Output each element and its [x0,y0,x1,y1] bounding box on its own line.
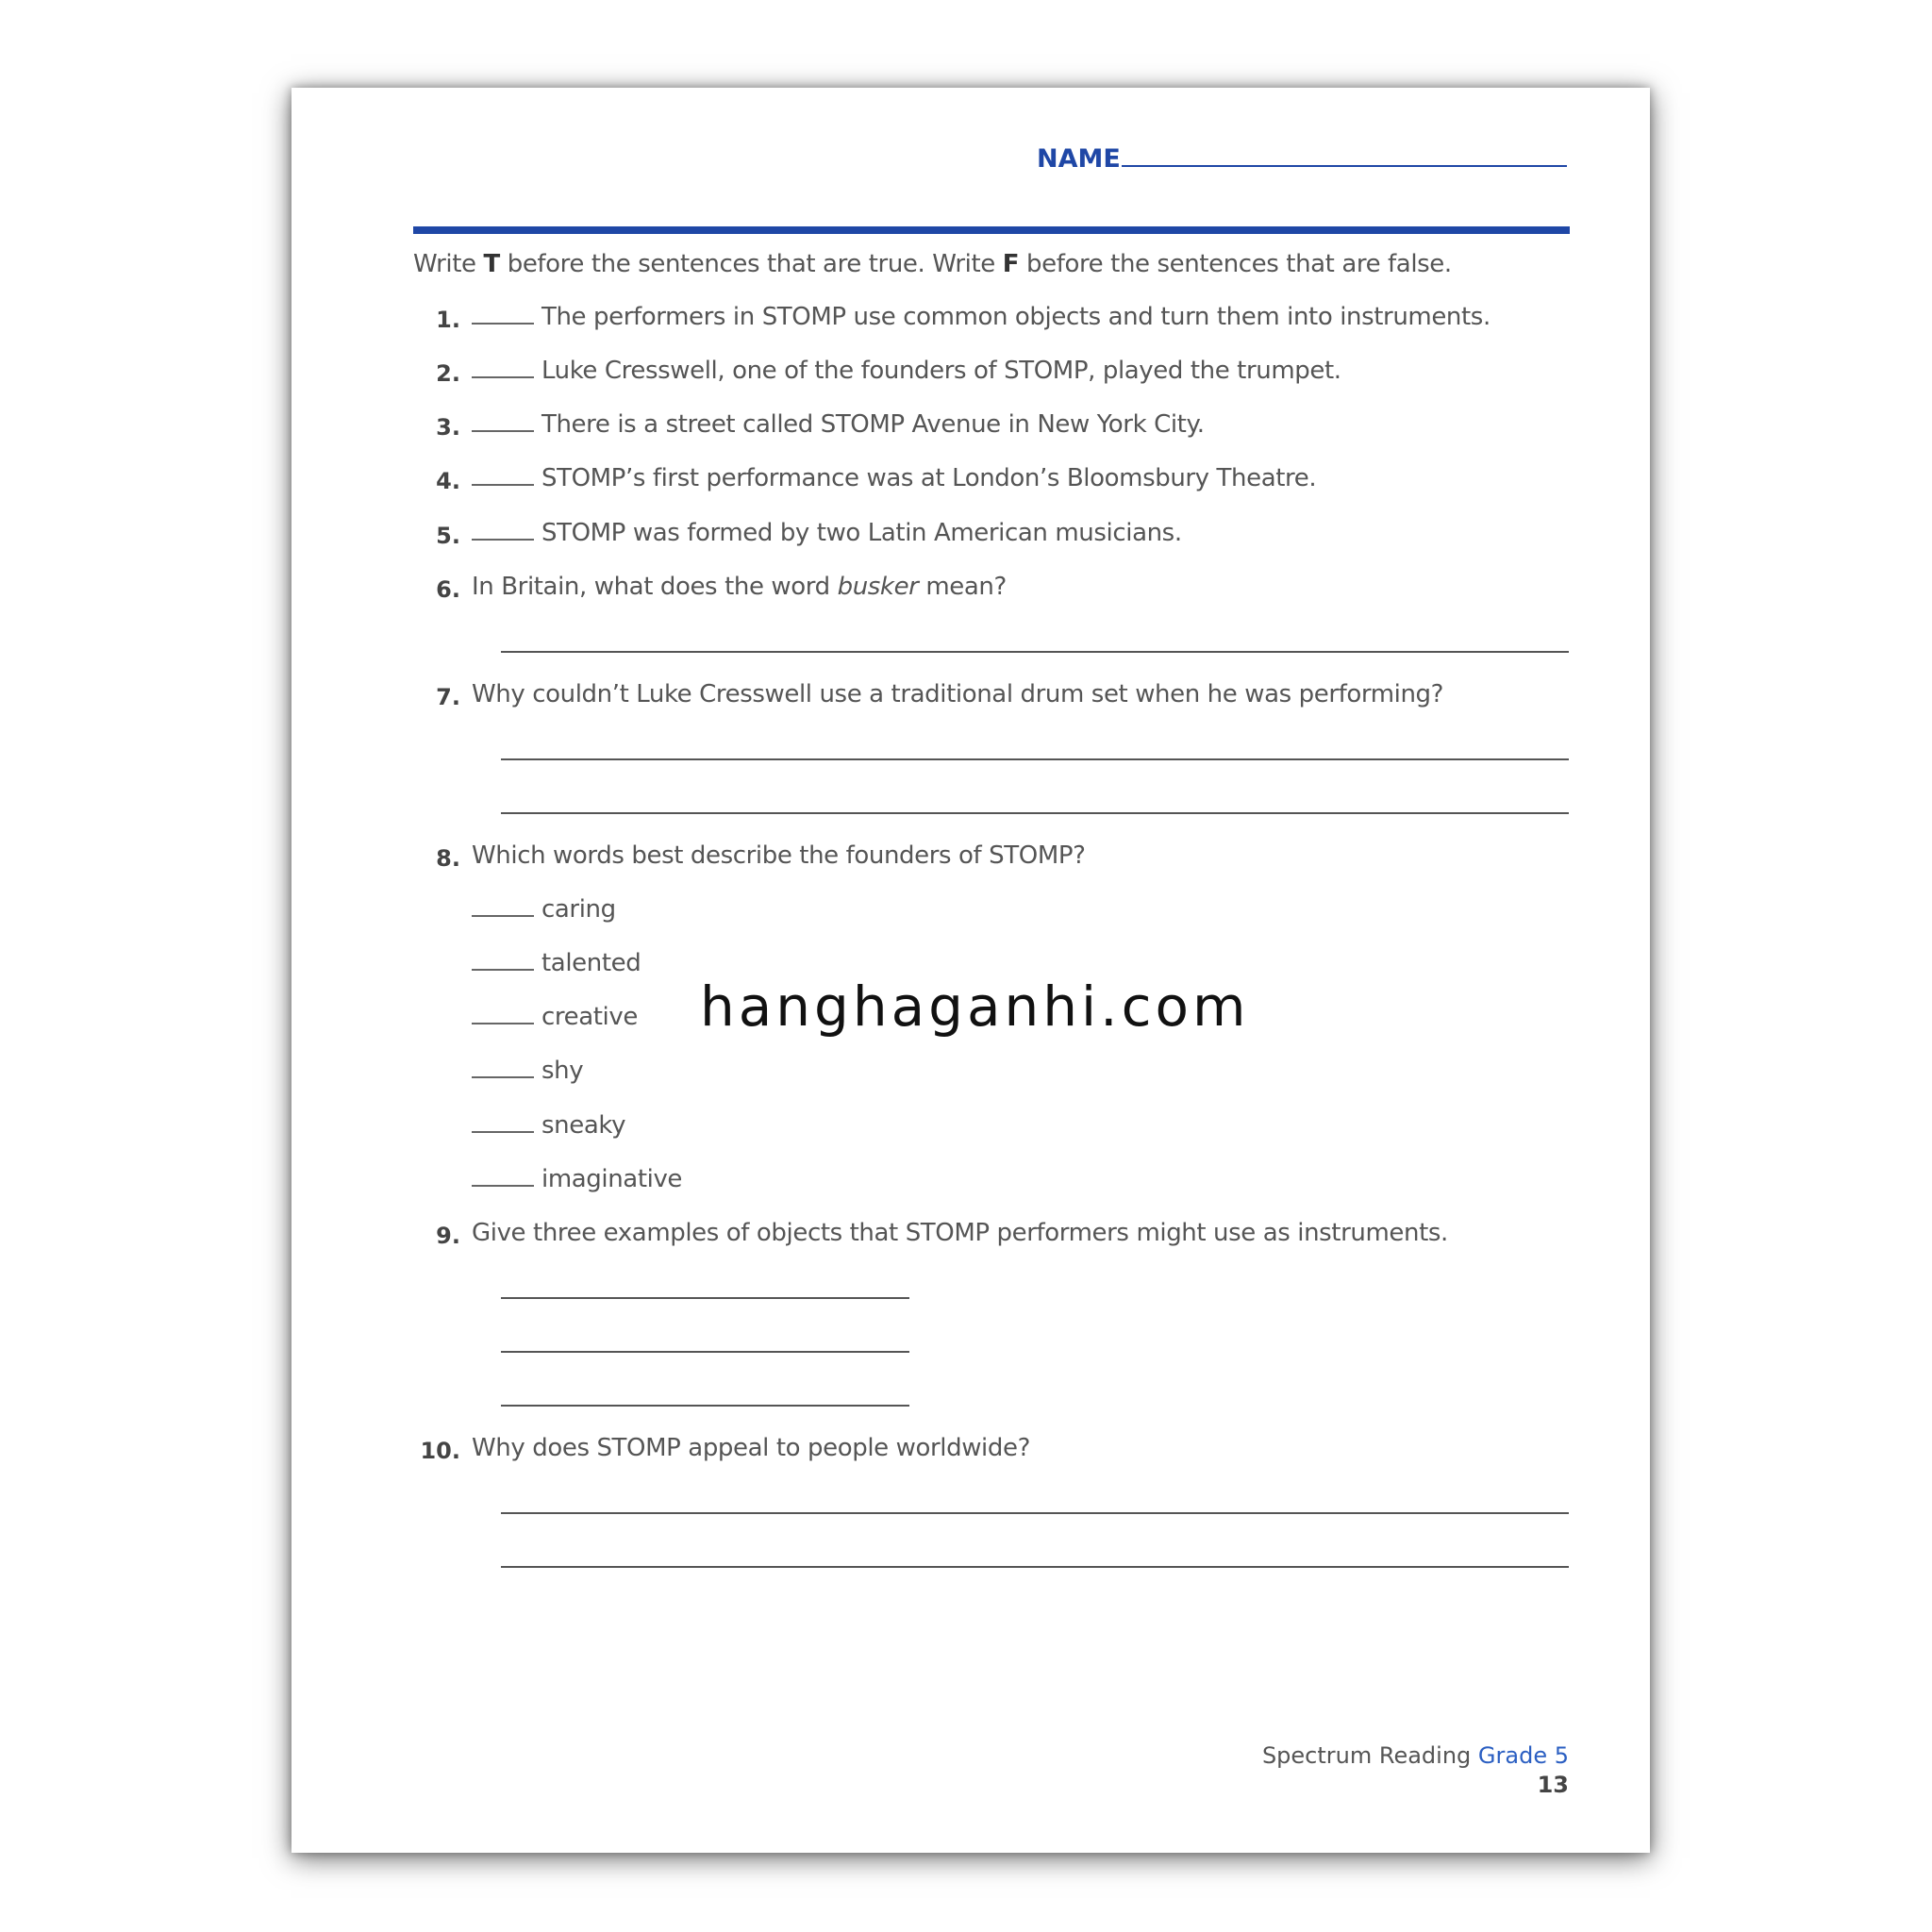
answer-blank[interactable] [472,358,534,378]
question-text: Give three examples of objects that STOMP performers might use as instruments. [472,1219,1448,1247]
answer-blank[interactable] [472,411,534,432]
option-item [472,1111,625,1140]
answer-blank[interactable] [472,465,534,486]
option-item [472,1165,682,1193]
answer-blank[interactable] [472,304,534,325]
answer-line[interactable] [501,1351,909,1353]
option-label: imaginative [541,1165,683,1193]
answer-blank[interactable] [472,896,534,917]
option-item [472,949,641,977]
option-label: shy [541,1057,584,1085]
question-number: 2. [436,360,460,387]
tf-text: STOMP was formed by two Latin American musicians. [541,519,1182,547]
instructions-text: before the sentences that are false. [1019,250,1452,278]
name-line[interactable] [1122,165,1567,167]
question-number: 6. [436,576,460,603]
option-item [472,1057,583,1085]
instructions-t: T [483,250,500,278]
instructions [413,250,1452,278]
option-item [472,1003,638,1031]
answer-line[interactable] [501,1405,909,1407]
question-number: 4. [436,468,460,494]
answer-line[interactable] [501,812,1569,814]
header-rule [413,226,1570,234]
question-number: 5. [436,523,460,549]
grade-label: Grade 5 [1477,1742,1569,1769]
question-number: 1. [436,307,460,333]
book-name: Spectrum Reading [1261,1742,1478,1769]
question-text: Why does STOMP appeal to people worldwide? [472,1434,1030,1462]
question-number: 7. [436,684,460,710]
page-number: 13 [1537,1772,1569,1798]
answer-line[interactable] [501,1297,909,1299]
question-number: 8. [436,845,460,872]
question-text [472,519,1182,547]
question-text [472,357,1341,385]
tf-text: Luke Cresswell, one of the founders of STOMP, played the trumpet. [541,357,1341,385]
answer-blank[interactable] [472,1166,534,1187]
question-text: Which words best describe the founders of STOMP? [472,841,1086,870]
question-number: 10. [420,1438,460,1464]
watermark: hanghaganhi.com [700,974,1250,1039]
answer-blank[interactable] [472,1058,534,1078]
answer-line[interactable] [501,758,1569,760]
question-text: Why couldn’t Luke Cresswell use a traditional drum set when he was performing? [472,680,1444,708]
question-number: 3. [436,414,460,441]
answer-blank[interactable] [472,1004,534,1024]
question-text [472,573,1007,601]
instructions-text: before the sentences that are true. Write [499,250,1003,278]
option-label: sneaky [541,1111,626,1140]
q6-text: mean? [918,573,1007,601]
answer-line[interactable] [501,1512,1569,1514]
answer-blank[interactable] [472,520,534,541]
tf-text: The performers in STOMP use common objects and turn them into instruments. [541,303,1491,331]
question-text [472,464,1316,492]
option-label: caring [541,895,616,924]
tf-text: STOMP’s first performance was at London’s Bloomsbury Theatre. [541,464,1317,492]
question-text [472,303,1491,331]
option-label: creative [541,1003,638,1031]
option-item [472,895,616,924]
question-text [472,410,1205,439]
instructions-text: Write [413,250,484,278]
q6-text: In Britain, what does the word [472,573,838,601]
worksheet-page [291,88,1650,1853]
question-number: 9. [436,1223,460,1249]
answer-blank[interactable] [472,950,534,971]
answer-line[interactable] [501,651,1569,653]
instructions-f: F [1002,250,1020,278]
option-label: talented [541,949,641,977]
name-label: NAME [1037,144,1121,174]
footer-book-title [1262,1742,1569,1769]
answer-blank[interactable] [472,1112,534,1133]
answer-line[interactable] [501,1566,1569,1568]
tf-text: There is a street called STOMP Avenue in New York City. [541,410,1205,439]
q6-emphasis: busker [837,573,919,601]
